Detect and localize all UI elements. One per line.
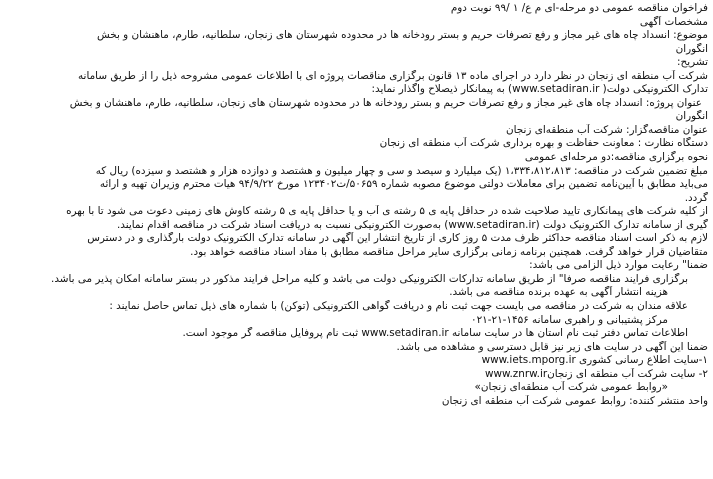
tender-organizer: عنوان مناقصه‌گزار: شرکت آب منطقه‌ای زنجان — [506, 123, 708, 136]
publisher-unit: واحد منتشر کننده: روابط عمومی شرکت آب منطقه ای زنجان — [441, 394, 708, 407]
requirement-item: هزینه انتشار آگهی به عهده برنده مناقصه می باشد. — [449, 286, 668, 299]
publisher-signature: «روابط عمومی شرکت آب منطقه‌ای زنجان» — [474, 381, 668, 394]
guarantee-amount-cont: می‌باید مطابق با آیین‌نامه تضمین برای معاملات دولتی موضوع مصوبه شماره ۵۰۶۵۹/ت۱۲۳۴۰۲ مورخ ۹۴/۹/۲۲ هیات محترم وزیران تهیه و ارائه — [99, 178, 708, 191]
invitation-paragraph: از کلیه شرکت های پیمانکاری تایید صلاحیت شده در حداقل پایه ی ۵ رشته ی آب و یا حداقل پایه ی ۵ رشته کاوش های زمینی دعوت می شود تا با بهره — [66, 205, 708, 218]
section-heading: مشخصات آگهی — [639, 15, 708, 28]
tender-method: نحوه برگزاری مناقصه:دو مرحله‌ای عمومی — [524, 151, 708, 164]
intro-paragraph: شرکت آب منطقه ای زنجان در نظر دارد در اجرای ماده ۱۳ قانون برگزاری مناقصات پروژه ای با اطلاعات عمومی مشروحه ذیل را از طریق سامانه — [77, 69, 708, 82]
intro-paragraph-cont: تدارک الکترونیکی دولت( www.setadiran.ir) به پیمانکار ذیصلاح واگذار نماید: — [371, 83, 708, 96]
documents-note-cont: متقاضیان قرار خواهد گرفت. همچنین برنامه زمانی برگزاری سایر مراحل مناقصه مطابق با مفاد اسناد مناقصه خواهد بود. — [190, 245, 708, 258]
project-title: عنوان پروژه: انسداد چاه های غیر مجاز و رفع تصرفات حریم و بستر رودخانه ها در محدوده شهرستان های زنجان، سلطانیه، طارم، ماهنشان و بخش — [69, 96, 702, 109]
requirements-heading: ضمنا" رعایت موارد ذیل الزامی می باشد: — [529, 259, 708, 272]
notice-title: فراخوان مناقصه عمومی دو مرحله-ای م ع/ ۱ /۹۹ نوبت دوم — [450, 2, 708, 14]
project-title-cont: انگوران — [675, 110, 708, 123]
documents-note: لازم به ذکر است اسناد مناقصه حداکثر ظرف مدت ۵ روز کاری از تاریخ انتشار این آگهی در سامانه تدارک الکترونیک دولت بارگذاری و در دسترس — [87, 232, 708, 245]
guarantee-amount-end: گردد. — [684, 191, 708, 204]
requirement-item: برگزاری فرایند مناقصه صرفا" از طریق سامانه تدارکات الکترونیکی دولت می باشد و کلیه مراحل فرایند مذکور در بستر سامانه امکان پذیر می باشد. — [51, 272, 688, 285]
requirement-item: علاقه مندان به شرکت در مناقصه می بایست جهت ثبت نام و دریافت گواهی الکترونیکی (توکن) با شماره های ذیل تماس حاصل نمایند : — [109, 300, 688, 313]
subject-line: موضوع: انسداد چاه های غیر مجاز و رفع تصرفات حریم و بستر رودخانه ها در محدوده شهرستان های زنجان، سلطانیه، طارم، ماهنشان و بخش — [96, 29, 708, 42]
site-link-1[interactable]: ۱-سایت اطلاع رسانی کشوری www.iets.mporg.ir — [481, 354, 708, 367]
supervisor: دستگاه نظارت : معاونت حفاظت و بهره برداری شرکت آب منطقه ای زنجان — [379, 137, 708, 150]
subject-line-cont: انگوران — [675, 42, 708, 55]
invitation-paragraph-cont: گیری از سامانه تدارک الکترونیک دولت (www.setadiran.ir) به‌صورت الکترونیکی نسبت به دریافت اسناد شرکت در مناقصه اقدام نمایند. — [116, 218, 708, 231]
contact-info: اطلاعات تماس دفتر ثبت نام استان ها در سایت سامانه www.setadiran.ir ثبت نام پروفایل مناقصه گر موجود است. — [182, 327, 688, 340]
site-link-2[interactable]: ۲- سایت شرکت آب منطقه ای زنجانwww.znrw.ir — [484, 367, 708, 380]
description-heading: تشریح: — [677, 56, 708, 69]
support-center: مرکز پشتیبانی و راهبری سامانه ۱۴۵۶-۲۱-۰۲۱ — [471, 313, 668, 326]
sites-note: ضمنا این آگهی در سایت های زیر نیز قابل دسترسی و مشاهده می باشد. — [396, 340, 708, 353]
guarantee-amount: مبلغ تضمین شرکت در مناقصه: ۱،۳۳۴،۸۱۲،۸۱۳ (یک میلیارد و سیصد و سی و چهار میلیون و هشتصد و دوازده هزار و هشتصد و سیزده) ریال که — [95, 164, 708, 177]
